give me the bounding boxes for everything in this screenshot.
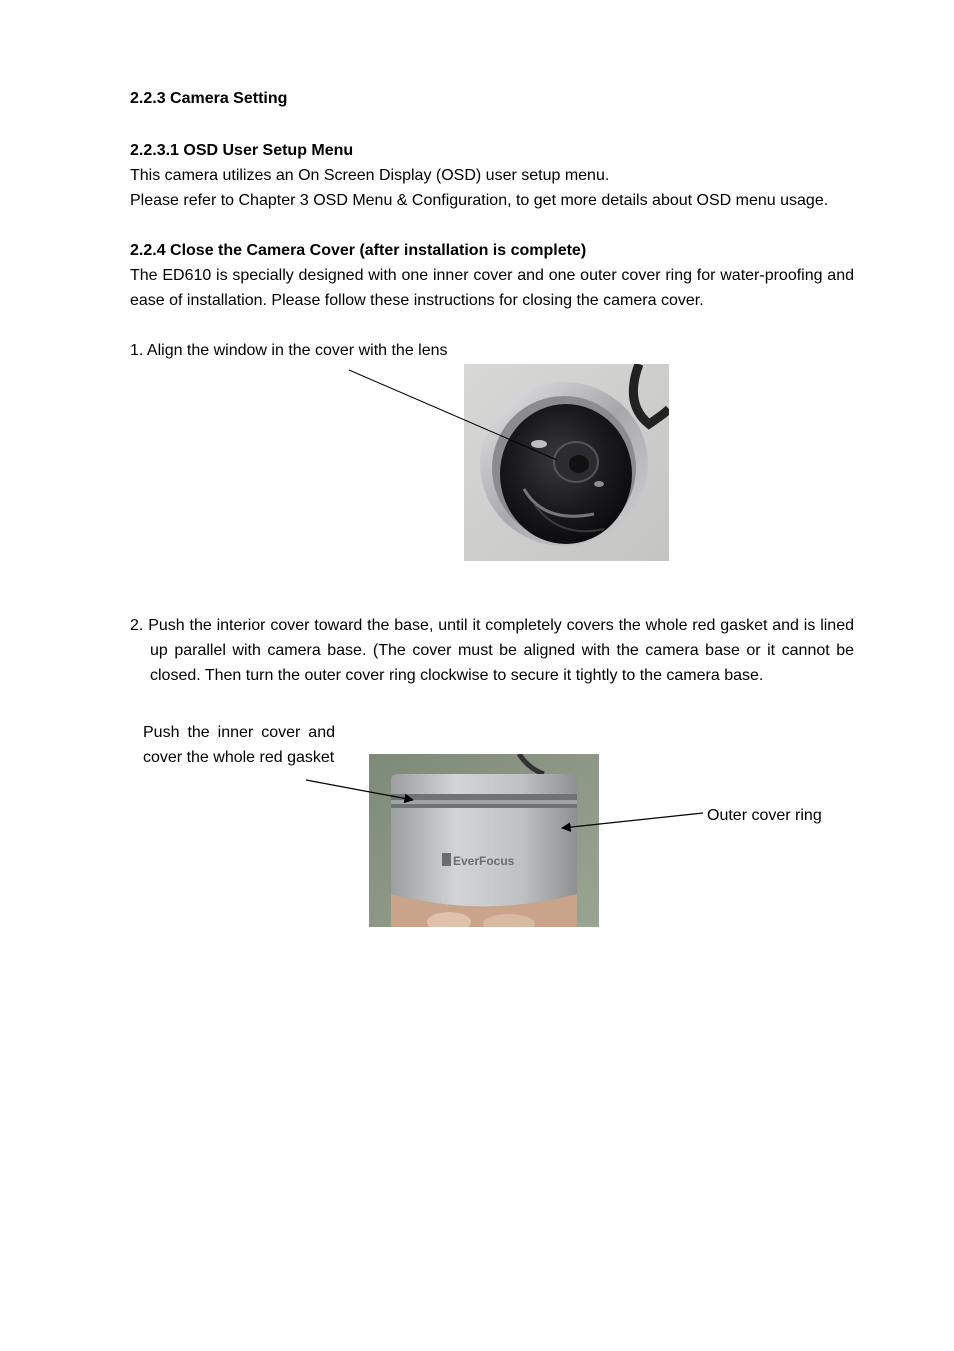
section-heading-osd-menu: 2.2.3.1 OSD User Setup Menu bbox=[130, 142, 354, 159]
lens-pointer-line bbox=[349, 370, 557, 460]
inner-cover-label-line-1: Push the inner cover and bbox=[143, 724, 335, 741]
inner-cover-label-line-2: cover the whole red gasket bbox=[143, 749, 335, 766]
section-heading-close-cover: 2.2.4 Close the Camera Cover (after installation is complete) bbox=[130, 242, 587, 259]
inner-cover-arrow bbox=[306, 780, 413, 800]
osd-text-line-2: Please refer to Chapter 3 OSD Menu & Configuration, to get more details about OSD menu usage. bbox=[130, 192, 829, 209]
step-1-text: 1. Align the window in the cover with the lens bbox=[130, 342, 448, 359]
osd-text-line-1: This camera utilizes an On Screen Display (OSD) user setup menu. bbox=[130, 167, 610, 184]
outer-cover-ring-label: Outer cover ring bbox=[707, 807, 822, 824]
step-2-text-line-1: 2. Push the interior cover toward the base, until it completely covers the whole red gasket and is lined bbox=[130, 617, 854, 634]
brand-logo-text: EverFocus bbox=[453, 854, 515, 868]
step-2-text-line-2: up parallel with camera base. (The cover must be aligned with the camera base or it cannot be bbox=[150, 642, 854, 659]
close-cover-text-line-2: ease of installation. Please follow these instructions for closing the camera cover. bbox=[130, 292, 704, 309]
step-2-text-line-3: closed. Then turn the outer cover ring clockwise to secure it tightly to the camera base. bbox=[150, 667, 764, 684]
section-heading-camera-setting: 2.2.3 Camera Setting bbox=[130, 90, 288, 107]
close-cover-text-line-1: The ED610 is specially designed with one inner cover and one outer cover ring for water-proofing and bbox=[130, 267, 854, 284]
outer-ring-arrow bbox=[562, 813, 703, 828]
